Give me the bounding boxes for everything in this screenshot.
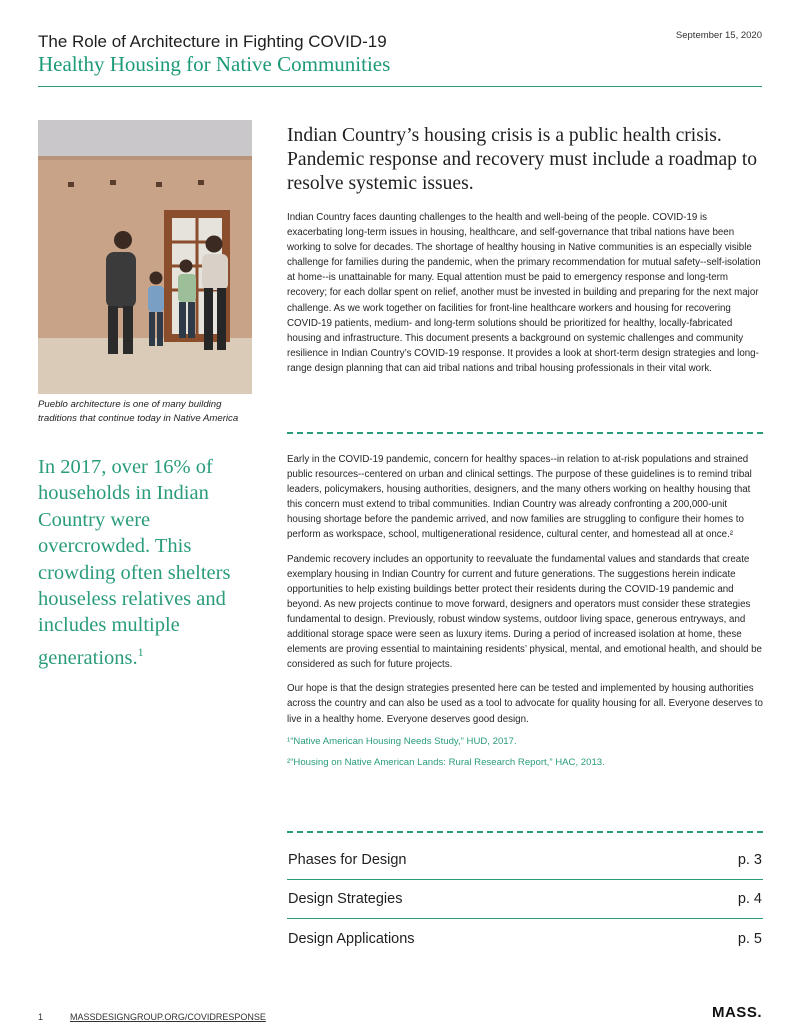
page-footer <box>38 1004 762 1026</box>
toc-item-label: Phases for Design <box>288 852 407 868</box>
toc-divider <box>287 831 763 833</box>
header-divider <box>38 86 762 87</box>
toc-item-applications[interactable] <box>287 919 763 958</box>
body-paragraph-2: Pandemic recovery includes an opportunity to reevaluate the fundamental values and standards that create exemplary housing in Indian Country for current and future generations. The suggestions herein indicate opportunities to help existing buildings better protect their residents during the COVID-19 pandemic and beyond. As new projects continue to move forward, designers and operators must consider these strategies fundamental to design. Previously, robust window systems, outdoor living space, generous entryways, and additional storage space were seen as luxury items. During a period of increased isolation at home, these elements are proving essential to maintaining residents’ physical, mental, and emotional health, and should be considered as such for future projects. <box>287 553 762 671</box>
toc-item-label: Design Applications <box>288 930 415 947</box>
website-link[interactable]: MASSDESIGNGROUP.ORG/COVIDRESPONSE <box>70 1012 266 1022</box>
section-divider <box>287 432 763 434</box>
lead-statement: Indian Country’s housing crisis is a public health crisis. Pandemic response and recovery must include a roadmap to resolve systemic issues. <box>287 125 758 194</box>
body-paragraph-1: Early in the COVID-19 pandemic, concern for healthy spaces--in relation to at-risk populations and strained public resources--centered on urban and clinical settings. The purpose of these guidelines is to remind tribal leaders, policymakers, housing authorities, designers, and the many others working on healthy housing that this concern must extend to tribal communities. Indian Country was already confronting a 200,000-unit housing shortage before the pandemic arrived, and now families are struggling to configure their homes to perform as workspace, school, multigenerational residence, cultural center, and homestead all at once.² <box>287 454 752 541</box>
toc-item-page: p. 3 <box>737 852 762 868</box>
intro-section <box>287 124 763 376</box>
publication-date: September 15, 2020 <box>675 30 762 41</box>
pull-quote-text: In 2017, over 16% of households in Indian Country were overcrowded. This crowding often shelters houseless relatives and includes multiple generations. <box>38 456 231 669</box>
report-title: The Role of Architecture in Fighting COVID-19 <box>38 32 387 51</box>
page-number: 1 <box>38 1012 44 1022</box>
intro-paragraph: Indian Country faces daunting challenges to the health and well-being of the people. COVID-19 is exacerbating long-term issues in housing, healthcare, and self-governance that tribal nations have been working to solve for decades. The shortage of healthy housing in Native communities is an especially visible challenge for families during the pandemic, when the primary recommendation for mutual safety--self-isolation at home--is unattainable for many. Equal attention must be paid to emergency response and long-term recovery; for each dollar spent on relief, another must be invested in building and preparing for the next major challenge. As we work together on facilities for front-line healthcare workers and housing for recovering COVID-19 patients, medium- and long-term solutions should be prioritized for healthy, locally-fabricated housing and infrastructure. This document presents a background on systemic challenges and community resilience in Indian Country’s COVID-19 response. It provides a look at short-term design strategies and long-range design planning that can aid tribal nations and tribal housing professionals in their vital work. <box>287 212 761 374</box>
pueblo-family-illustration <box>38 120 252 394</box>
toc-item-label: Design Strategies <box>288 891 403 907</box>
toc-item-strategies[interactable] <box>287 880 763 919</box>
toc-item-page: p. 5 <box>737 930 762 947</box>
table-of-contents <box>287 841 763 958</box>
footnote-2: ²“Housing on Native American Lands: Rural Research Report,” HAC, 2013. <box>287 756 605 768</box>
page-header <box>38 30 762 88</box>
pull-quote <box>38 454 262 671</box>
toc-item-page: p. 4 <box>737 891 762 907</box>
body-paragraph-3: Our hope is that the design strategies presented here can be tested and implemented by housing authorities across the country and can also be used as a tool to advocate for quality housing for all. Everyone deserves to live in a healthy home. Everyone deserves good design. <box>287 683 763 725</box>
report-subtitle: Healthy Housing for Native Communities <box>38 52 391 76</box>
pull-quote-footnote-ref: 1 <box>137 644 144 659</box>
toc-item-phases[interactable] <box>287 841 763 880</box>
body-section <box>287 452 763 778</box>
image-caption: Pueblo architecture is one of many building traditions that continue today in Native America <box>38 399 239 424</box>
mass-logo: MASS. <box>711 1004 762 1021</box>
footnote-1: ¹“Native American Housing Needs Study,” HUD, 2017. <box>287 735 517 747</box>
